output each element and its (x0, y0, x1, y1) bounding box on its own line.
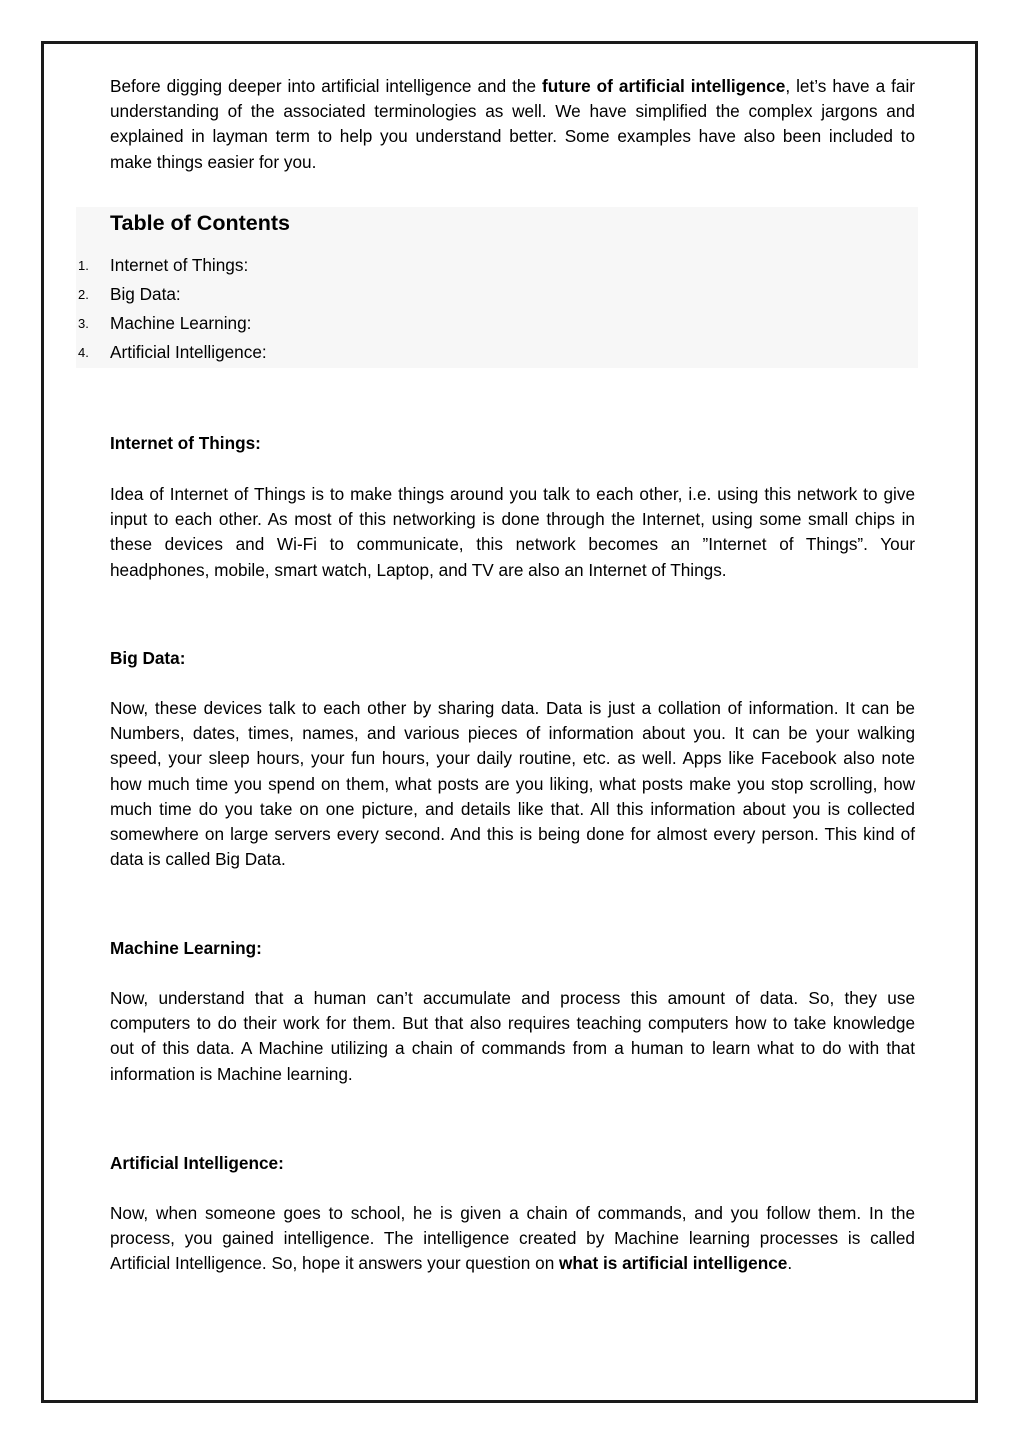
toc-item-2[interactable] (76, 280, 918, 309)
section-heading-ai: Artificial Intelligence: (110, 1153, 284, 1173)
toc-number: 2. (78, 287, 89, 302)
ai-text-before: Now, when someone goes to school, he is given a chain of commands, and you follow them. In the process, you gained intelligence. The intelligence created by Machine learning processes is called Artificial Intelligence. So, hope it answers your question on (110, 1203, 915, 1274)
section-body-ai (110, 1201, 915, 1277)
intro-text-before: Before digging deeper into artificial intelligence and the (110, 76, 542, 96)
toc-label: Big Data: (110, 284, 181, 304)
section-heading-machine-learning: Machine Learning: (110, 938, 262, 958)
toc-item-3[interactable] (76, 309, 918, 338)
section-body-iot: Idea of Internet of Things is to make things around you talk to each other, i.e. using this network to give input to each other. As most of this networking is done through the Internet, using some small chips in these devices and Wi-Fi to communicate, this network becomes an ”Internet of Things”. Your headphones, mobile, smart watch, Laptop, and TV are also an Internet of Things. (110, 484, 915, 580)
toc-number: 1. (78, 258, 89, 273)
section-body-machine-learning: Now, understand that a human can’t accumulate and process this amount of data. So, they use computers to do their work for them. But that also requires teaching computers how to take knowledge out of this data. A Machine utilizing a chain of commands from a human to learn what to do with that information is Machine learning. (110, 988, 915, 1084)
section-heading-iot: Internet of Things: (110, 433, 261, 453)
intro-text-after: , let’s have a fair understanding of the associated terminologies as well. We have simplified the complex jargons and explained in layman term to help you understand better. Some examples have also been included to make things easier for you. (110, 76, 916, 172)
intro-paragraph (110, 74, 915, 175)
section-body-big-data: Now, these devices talk to each other by sharing data. Data is just a collation of information. It can be Numbers, dates, times, names, and various pieces of information about you. It can be your walking speed, your sleep hours, your fun hours, your daily routine, etc. as well. Apps like Facebook also note how much time you spend on them, what posts are you liking, what posts make you stop scrolling, how much time do you take on one picture, and details like that. All this information about you is collected somewhere on large servers every second. And this is being done for almost every person. This kind of data is called Big Data. (110, 698, 915, 870)
intro-bold-link: future of artificial intelligence (542, 76, 786, 96)
ai-bold-link: what is artificial intelligence (559, 1253, 788, 1274)
toc-label: Machine Learning: (110, 313, 252, 333)
toc-number: 3. (78, 316, 89, 331)
toc-title: Table of Contents (110, 211, 290, 235)
toc-label: Internet of Things: (110, 255, 249, 275)
section-heading-big-data: Big Data: (110, 648, 186, 668)
toc-number: 4. (78, 345, 89, 360)
toc-item-4[interactable] (76, 338, 918, 367)
toc-item-1[interactable] (76, 251, 918, 280)
toc-label: Artificial Intelligence: (110, 342, 267, 362)
ai-text-after: . (787, 1253, 793, 1274)
